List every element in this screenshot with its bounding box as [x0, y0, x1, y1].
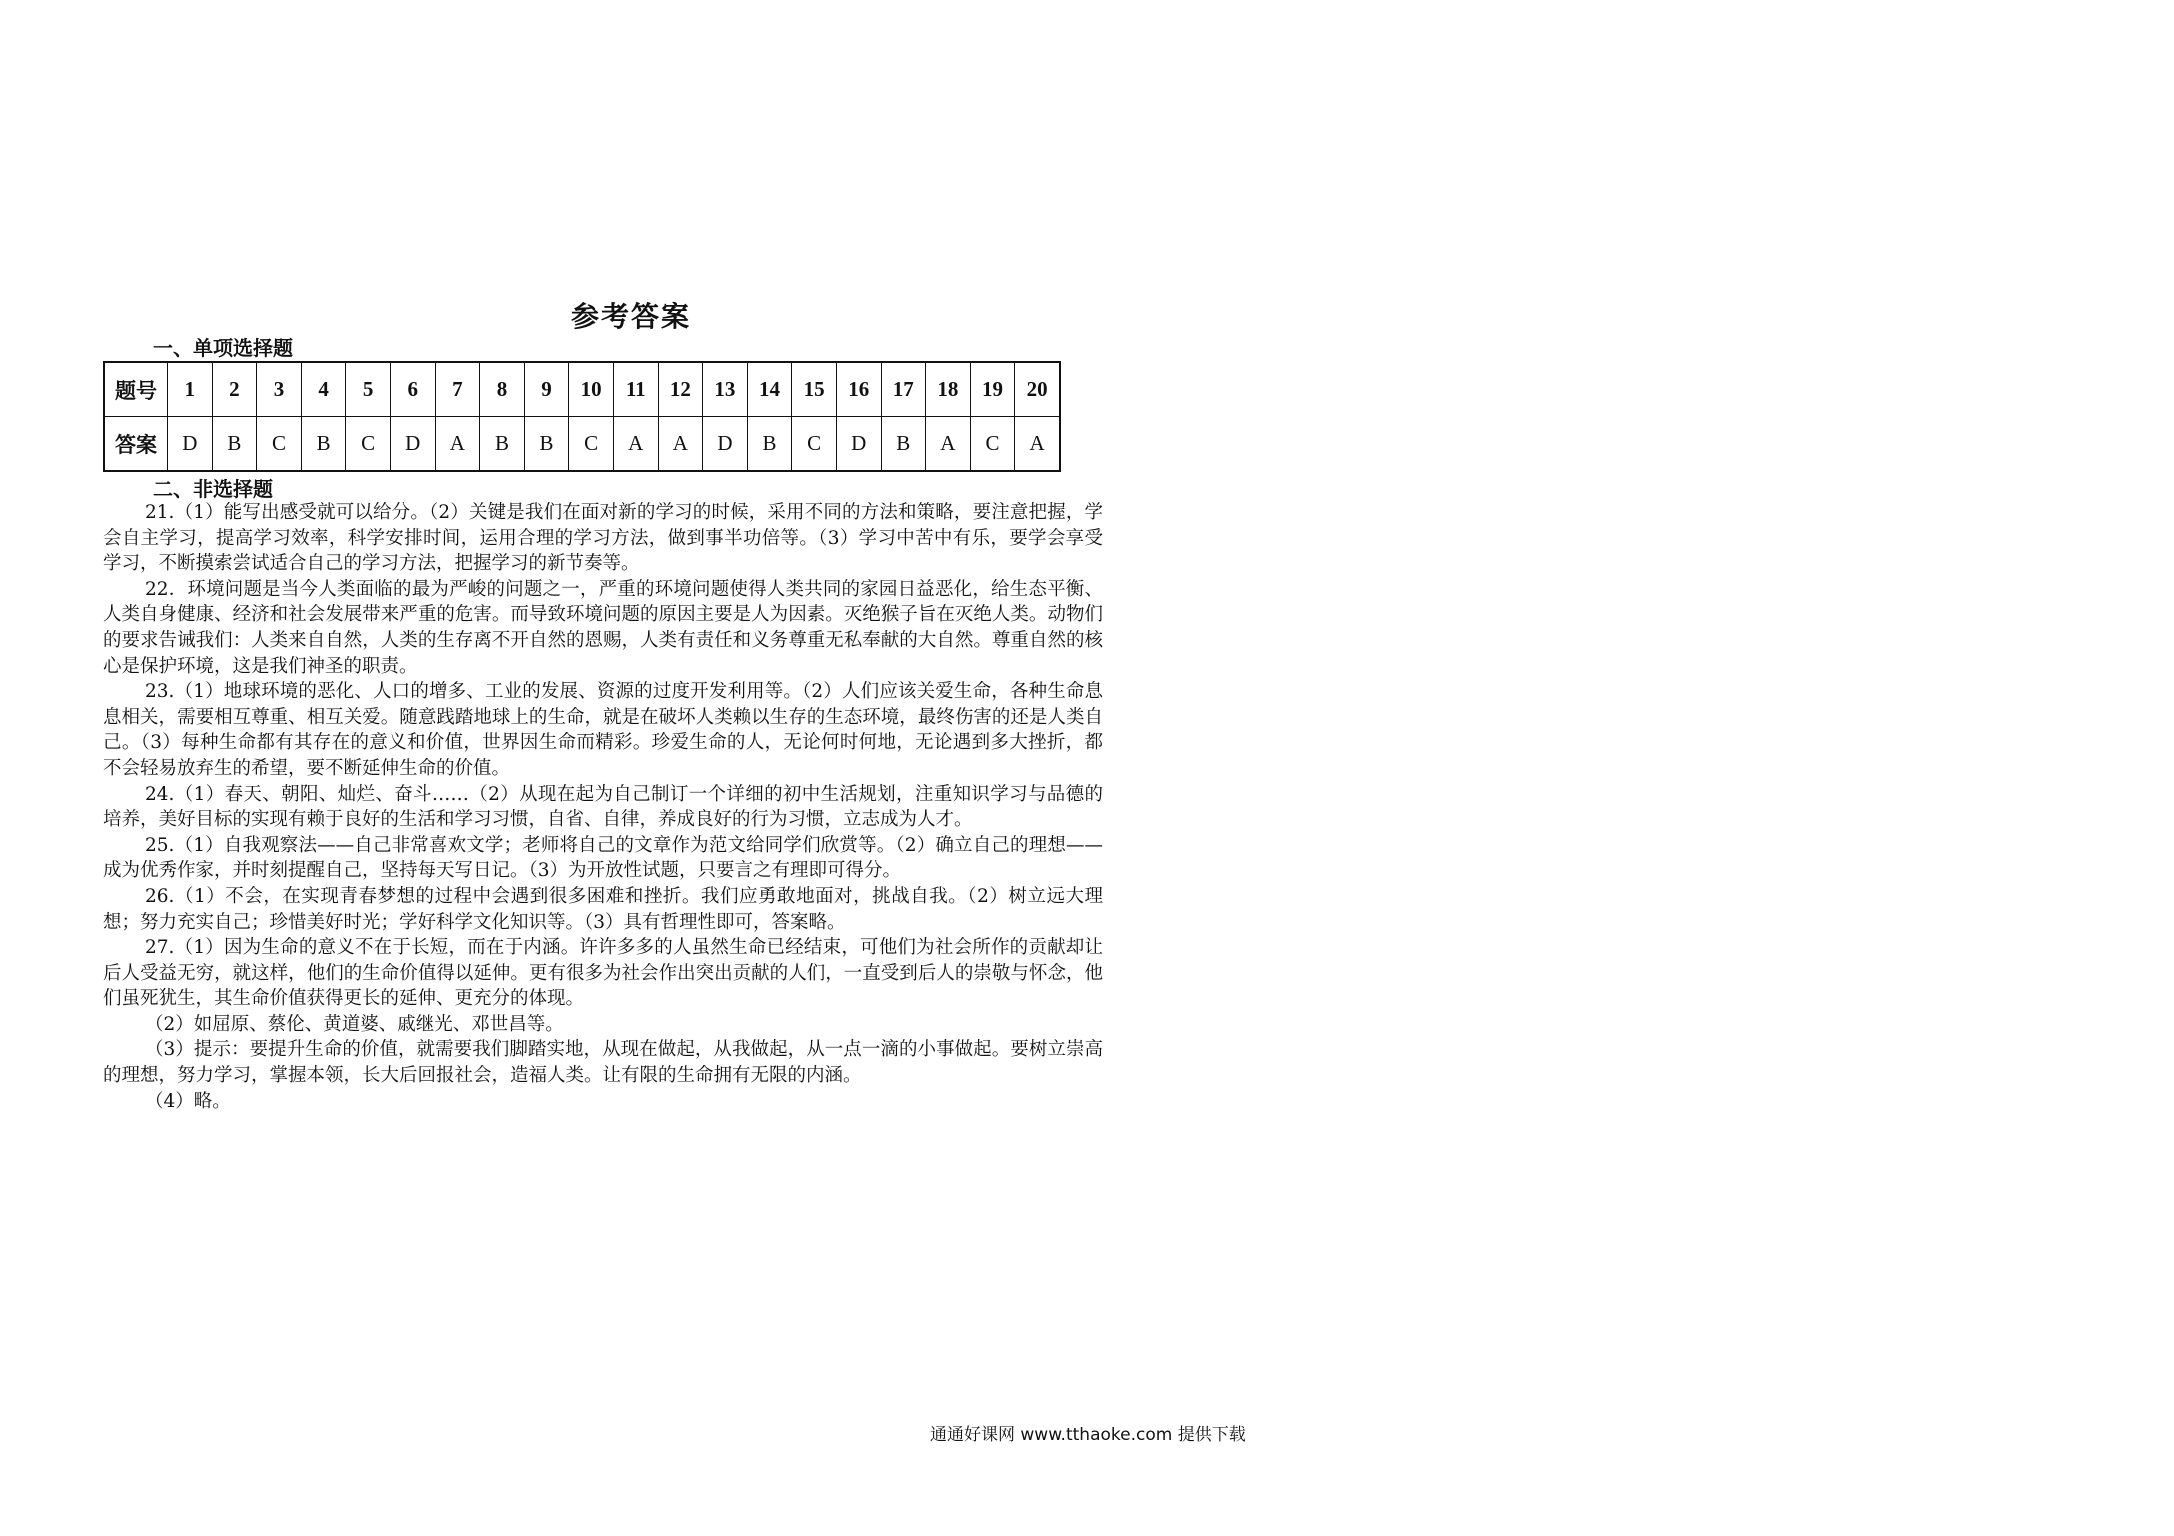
answer-table: [103, 361, 1061, 472]
question-number-cell: 13: [703, 362, 748, 417]
question-number-cell: 19: [970, 362, 1015, 417]
row-label-answer: 答案: [104, 417, 168, 472]
answer-paragraph-21: 21.（1）能写出感受就可以给分。（2）关键是我们在面对新的学习的时候，采用不同的方法和策略，要注意把握，学会自主学习，提高学习效率，科学安排时间，运用合理的学习方法，做到事半功倍等。（3）学习中苦中有乐，要学会享受学习，不断摸索尝试适合自己的学习方法，把握学习的新节奏等。: [103, 502, 1103, 575]
question-number-cell: 18: [926, 362, 971, 417]
answer-cell: B: [747, 417, 792, 472]
answer-paragraph-22: 22．环境问题是当今人类面临的最为严峻的问题之一，严重的环境问题使得人类共同的家园日益恶化，给生态平衡、人类自身健康、经济和社会发展带来严重的危害。而导致环境问题的原因主要是人为因素。灭绝猴子旨在灭绝人类。动物们的要求告诫我们：人类来自自然，人类的生存离不开自然的恩赐，人类有责任和义务尊重无私奉献的大自然。尊重自然的核心是保护环境，这是我们神圣的职责。: [103, 578, 1103, 677]
answer-paragraph-27-3: （3）提示：要提升生命的价值，就需要我们脚踏实地，从现在做起，从我做起，从一点一滴的小事做起。要树立崇高的理想，努力学习，掌握本领，长大后回报社会，造福人类。让有限的生命拥有无限的内涵。: [103, 1039, 1103, 1087]
answer-row: [104, 417, 1060, 472]
answer-cell: D: [703, 417, 748, 472]
question-number-cell: 6: [390, 362, 435, 417]
question-number-cell: 9: [524, 362, 569, 417]
answer-cell: A: [435, 417, 480, 472]
question-number-cell: 20: [1015, 362, 1060, 417]
section-heading-non-choice: 二、非选择题: [153, 477, 273, 501]
page-title: 参考答案: [570, 300, 691, 333]
answer-cell: D: [836, 417, 881, 472]
answer-cell: C: [792, 417, 837, 472]
answer-cell: C: [569, 417, 614, 472]
answer-cell: A: [1015, 417, 1060, 472]
question-number-cell: 14: [747, 362, 792, 417]
answer-paragraph-23: 23.（1）地球环境的恶化、人口的增多、工业的发展、资源的过度开发利用等。（2）人们应该关爱生命，各种生命息息相关，需要相互尊重、相互关爱。随意践踏地球上的生命，就是在破坏人类赖以生存的生态环境，最终伤害的还是人类自己。（3）每种生命都有其存在的意义和价值，世界因生命而精彩。珍爱生命的人，无论何时何地，无论遇到多大挫折，都不会轻易放弃生的希望，要不断延伸生命的价值。: [103, 681, 1103, 779]
question-number-cell: 8: [480, 362, 525, 417]
answer-cell: B: [480, 417, 525, 472]
row-label-question-number: 题号: [104, 362, 168, 417]
answer-body: [103, 500, 1103, 1114]
answer-cell: D: [390, 417, 435, 472]
question-number-row: [104, 362, 1060, 417]
question-number-cell: 5: [346, 362, 391, 417]
answer-paragraph-25: 25.（1）自我观察法——自己非常喜欢文学；老师将自己的文章作为范文给同学们欣赏等。（2）确立自己的理想——成为优秀作家，并时刻提醒自己，坚持每天写日记。（3）为开放性试题，只要言之有理即可得分。: [103, 834, 1103, 882]
question-number-cell: 3: [257, 362, 302, 417]
answer-cell: B: [301, 417, 346, 472]
question-number-cell: 7: [435, 362, 480, 417]
answer-cell: A: [926, 417, 971, 472]
question-number-cell: 1: [168, 362, 213, 417]
footer-credit: 通通好课网 www.tthaoke.com 提供下载: [930, 1425, 1246, 1445]
answer-cell: B: [212, 417, 257, 472]
answer-paragraph-27-1: 27.（1）因为生命的意义不在于长短，而在于内涵。许许多多的人虽然生命已经结束，可他们为社会所作的贡献却让后人受益无穷，就这样，他们的生命价值得以延伸。更有很多为社会作出突出贡献的人们，一直受到后人的崇敬与怀念，他们虽死犹生，其生命价值获得更长的延伸、更充分的体现。: [103, 937, 1103, 1010]
question-number-cell: 4: [301, 362, 346, 417]
answer-cell: B: [881, 417, 926, 472]
answer-paragraph-26: 26.（1）不会，在实现青春梦想的过程中会遇到很多困难和挫折。我们应勇敢地面对，挑战自我。（2）树立远大理想；努力充实自己；珍惜美好时光；学好科学文化知识等。（3）具有哲理性即可，答案略。: [103, 885, 1103, 933]
section-heading-multiple-choice: 一、单项选择题: [153, 336, 293, 360]
question-number-cell: 11: [613, 362, 658, 417]
answer-cell: B: [524, 417, 569, 472]
answer-cell: A: [658, 417, 703, 472]
answer-cell: D: [168, 417, 213, 472]
question-number-cell: 17: [881, 362, 926, 417]
answer-paragraph-24: 24.（1）春天、朝阳、灿烂、奋斗……（2）从现在起为自己制订一个详细的初中生活规划，注重知识学习与品德的培养，美好目标的实现有赖于良好的生活和学习习惯，自省、自律，养成良好的行为习惯，立志成为人才。: [103, 783, 1103, 831]
answer-cell: A: [613, 417, 658, 472]
answer-cell: C: [970, 417, 1015, 472]
answer-paragraph-27-4: （4）略。: [145, 1090, 231, 1112]
question-number-cell: 16: [836, 362, 881, 417]
question-number-cell: 12: [658, 362, 703, 417]
question-number-cell: 15: [792, 362, 837, 417]
answer-cell: C: [257, 417, 302, 472]
question-number-cell: 10: [569, 362, 614, 417]
answer-paragraph-27-2: （2）如屈原、蔡伦、黄道婆、戚继光、邓世昌等。: [145, 1013, 564, 1035]
answer-cell: C: [346, 417, 391, 472]
question-number-cell: 2: [212, 362, 257, 417]
